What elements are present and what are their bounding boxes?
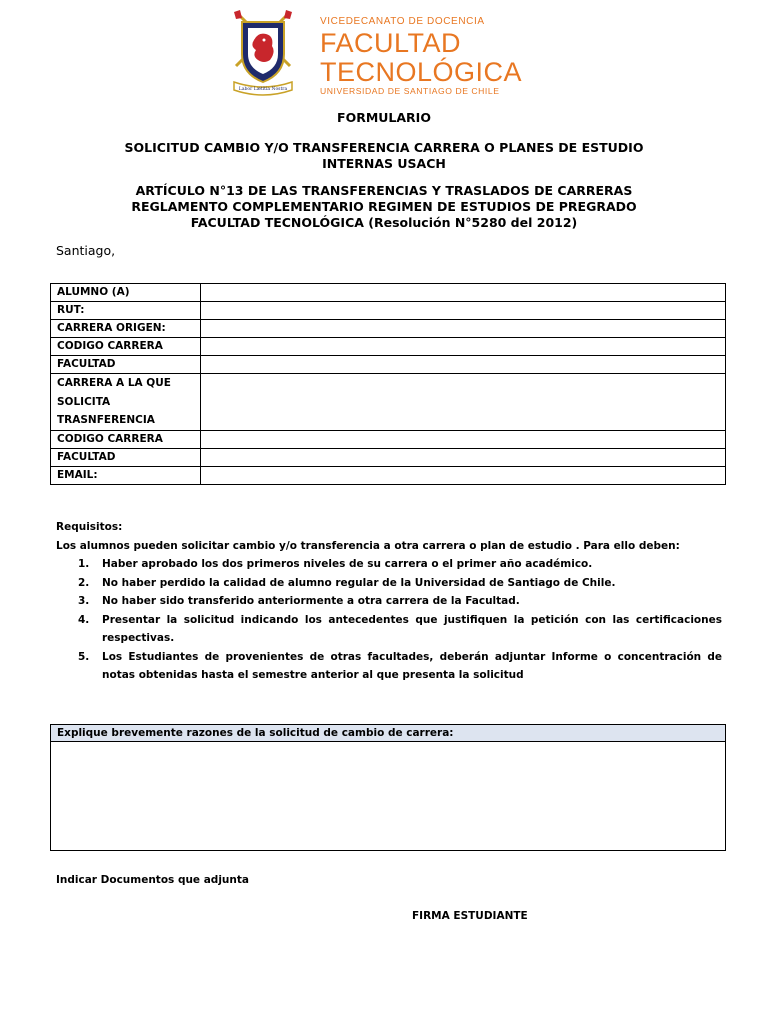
institution-name-block (320, 16, 548, 96)
field-value-rut[interactable] (201, 302, 726, 320)
field-value-codigo-carrera-origen[interactable] (201, 338, 726, 356)
field-label-alumno: ALUMNO (A) (51, 284, 201, 302)
list-item-number: 5. (78, 650, 90, 663)
field-label-line: SOLICITA (57, 395, 111, 408)
list-item-number: 4. (78, 613, 90, 626)
list-item (56, 592, 722, 611)
request-title (40, 140, 728, 172)
student-info-table (50, 283, 726, 485)
list-item (56, 555, 722, 574)
article-title (40, 183, 728, 231)
article-title-line1: ARTÍCULO N°13 DE LAS TRANSFERENCIAS Y TRASLADOS DE CARRERAS (135, 183, 633, 198)
list-item-text: No haber perdido la calidad de alumno regular de la Universidad de Santiago de Chile. (102, 576, 616, 589)
requirements-list (56, 555, 722, 685)
requirements-section (56, 518, 722, 685)
field-label-line: TRASNFERENCIA (57, 414, 155, 427)
request-title-line1: SOLICITUD CAMBIO Y/O TRANSFERENCIA CARRERA O PLANES DE ESTUDIO (124, 140, 644, 155)
list-item-text: No haber sido transferido anteriormente a otra carrera de la Facultad. (102, 595, 520, 607)
list-item (56, 611, 722, 648)
explanation-box-header: Explique brevemente razones de la solicitud de cambio de carrera: (51, 725, 725, 742)
field-label-codigo-carrera-destino: CODIGO CARRERA (51, 430, 201, 448)
crest-motto: Labor Lætitia Nostra (238, 87, 288, 92)
field-value-email[interactable] (201, 466, 726, 484)
list-item (56, 648, 722, 685)
attached-documents-label: Indicar Documentos que adjunta (56, 874, 249, 886)
field-value-facultad-origen[interactable] (201, 356, 726, 374)
signature-label: FIRMA ESTUDIANTE (412, 910, 528, 922)
list-item-text: Haber aprobado los dos primeros niveles de su carrera o el primer año académico. (102, 558, 593, 570)
field-label-facultad-destino: FACULTAD (51, 448, 201, 466)
university-crest-logo (228, 10, 298, 96)
list-item-number: 3. (78, 595, 90, 607)
table-row (51, 430, 726, 448)
table-row (51, 466, 726, 484)
request-title-line2: INTERNAS USACH (322, 156, 446, 171)
field-value-carrera-destino[interactable] (201, 374, 726, 431)
list-item-number: 1. (78, 558, 90, 570)
place-line: Santiago, (56, 243, 116, 258)
table-row (51, 374, 726, 431)
requirements-intro: Los alumnos pueden solicitar cambio y/o transferencia a otra carrera o plan de estudio . Para ello deben: (56, 539, 680, 552)
article-title-line2: REGLAMENTO COMPLEMENTARIO REGIMEN DE ESTUDIOS DE PREGRADO (131, 199, 637, 214)
article-title-line3: FACULTAD TECNOLÓGICA (Resolución N°5280 del 2012) (190, 215, 578, 230)
field-value-carrera-origen[interactable] (201, 320, 726, 338)
list-item-text: Presentar la solicitud indicando los antecedentes que justifiquen la petición con las certificaciones respectivas. (102, 613, 722, 644)
field-label-email: EMAIL: (51, 466, 201, 484)
field-value-codigo-carrera-destino[interactable] (201, 430, 726, 448)
list-item-number: 2. (78, 576, 90, 589)
explanation-box (50, 724, 726, 851)
page-header (228, 10, 548, 102)
list-item (56, 574, 722, 593)
field-label-codigo-carrera-origen: CODIGO CARRERA (51, 338, 201, 356)
field-label-rut: RUT: (51, 302, 201, 320)
list-item-text: Los Estudiantes de provenientes de otras facultades, deberán adjuntar Informe o concentración de notas obtenidas hasta el semestre anterior al que presenta la solicitud (102, 650, 722, 681)
field-value-alumno[interactable] (201, 284, 726, 302)
explanation-text-area[interactable] (51, 742, 725, 850)
form-title: FORMULARIO (337, 110, 431, 125)
field-value-facultad-destino[interactable] (201, 448, 726, 466)
facultad-text-line1: FACULTAD (320, 28, 462, 58)
table-row (51, 338, 726, 356)
field-label-carrera-destino (51, 374, 201, 431)
table-row (51, 448, 726, 466)
table-row (51, 356, 726, 374)
table-row (51, 320, 726, 338)
requirements-heading: Requisitos: (56, 521, 123, 533)
field-label-line: CARRERA A LA QUE (57, 377, 171, 389)
universidad-text: UNIVERSIDAD DE SANTIAGO DE CHILE (320, 86, 500, 96)
field-label-carrera-origen: CARRERA ORIGEN: (51, 320, 201, 338)
table-row (51, 302, 726, 320)
facultad-text-line2: TECNOLÓGICA (320, 57, 523, 87)
table-row (51, 284, 726, 302)
vicedecanato-text: VICEDECANATO DE DOCENCIA (320, 16, 485, 27)
field-label-facultad-origen: FACULTAD (51, 356, 201, 374)
